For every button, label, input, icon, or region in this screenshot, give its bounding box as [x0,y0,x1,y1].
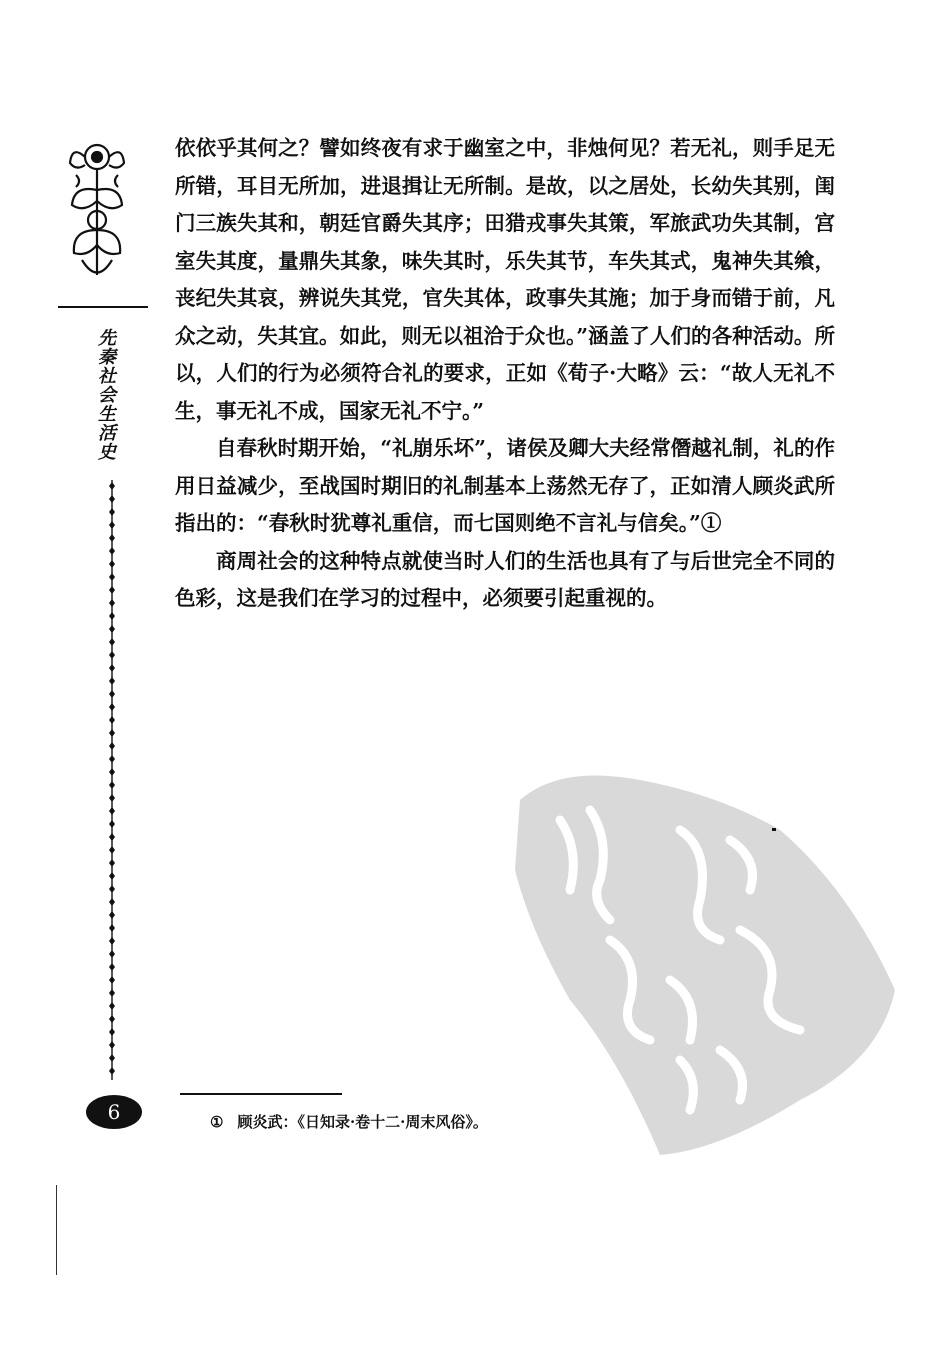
chain-diamond [109,781,115,789]
watermark-seal [500,760,900,1160]
chain-diamond [109,742,115,750]
chain-diamond [109,833,115,841]
page-number: 6 [107,1100,121,1124]
chain-diamond [109,625,115,633]
chain-diamond [109,495,115,503]
chain-diamond [109,599,115,607]
chain-diamond [109,924,115,932]
chain-diamond [109,612,115,620]
chain-diamond [109,768,115,776]
chain-diamond [109,898,115,906]
chain-diamond [109,911,115,919]
chain-diamond [109,1067,115,1075]
chain-diamond [109,690,115,698]
chain-diamond [109,989,115,997]
page-number-badge [86,1095,142,1129]
chain-diamond [109,651,115,659]
header-rule [58,306,148,308]
body-text [175,130,835,618]
chain-diamond [109,534,115,542]
paragraph: 依依乎其何之？譬如终夜有求于幽室之中，非烛何见？若无礼，则手足无所错，耳目无所加，进退揖让无所制。是故，以之居处，长幼失其别，闺门三族失其和，朝廷官爵失其序；田猎戎事失其策，军旅武功失其制，宫室失其度，量鼎失其象，味失其时，乐失其节，车失其式，鬼神失其飨，丧纪失其哀，辨说失其党，官失其体，政事失其施；加于身而错于前，凡众之动，失其宜。如此，则无以祖洽于众也。”涵盖了人们的各种活动。所以，人们的行为必须符合礼的要求，正如《荀子·大略》云：“故人无礼不生，事无礼不成，国家无礼不宁。” [175,136,835,423]
chain-diamond [109,677,115,685]
chain-diamond [109,1015,115,1023]
chain-diamond [109,976,115,984]
floral-ornament [62,135,132,285]
chain-diamond [109,573,115,581]
book-title-vertical: 先秦社会生活史 [95,328,116,461]
decorative-chain [108,480,116,1080]
binding-edge-line [56,1185,57,1275]
chain-diamond [109,560,115,568]
chain-diamond [109,885,115,893]
chain-diamond [109,807,115,815]
chain-diamond [109,1028,115,1036]
chain-diamond [109,1002,115,1010]
footnote-rule [180,1093,342,1095]
chain-diamond [109,521,115,529]
footnote-text: 顾炎武：《日知录·卷十二·周末风俗》。 [237,1113,488,1131]
chain-diamond [109,729,115,737]
chain-diamond [109,872,115,880]
chain-diamond [109,937,115,945]
chain-diamond [109,508,115,516]
chain-diamond [109,963,115,971]
chain-diamond [109,716,115,724]
paragraph: 商周社会的这种特点就使当时人们的生活也具有了与后世完全不同的色彩，这是我们在学习的过程中，必须要引起重视的。 [175,548,835,610]
chain-diamond [109,586,115,594]
footnote-mark: ① [210,1113,224,1131]
chain-diamond [109,794,115,802]
chain-diamond [109,1041,115,1049]
chain-diamond [109,820,115,828]
chain-diamond [109,482,115,490]
chain-diamond [109,638,115,646]
chain-diamond [109,755,115,763]
chain-diamond [109,1054,115,1062]
chain-diamond [109,950,115,958]
chain-diamond [109,846,115,854]
chain-diamond [109,547,115,555]
chain-diamond [109,703,115,711]
paragraph: 自春秋时期开始，“礼崩乐坏”，诸侯及卿大夫经常僭越礼制，礼的作用日益减少，至战国时期旧的礼制基本上荡然无存了，正如清人顾炎武所指出的：“春秋时犹尊礼重信，而七国则绝不言礼与信矣。”① [175,436,835,535]
footnote [210,1111,488,1132]
scan-speck [772,828,776,831]
chain-diamond [109,664,115,672]
chain-diamond [109,859,115,867]
